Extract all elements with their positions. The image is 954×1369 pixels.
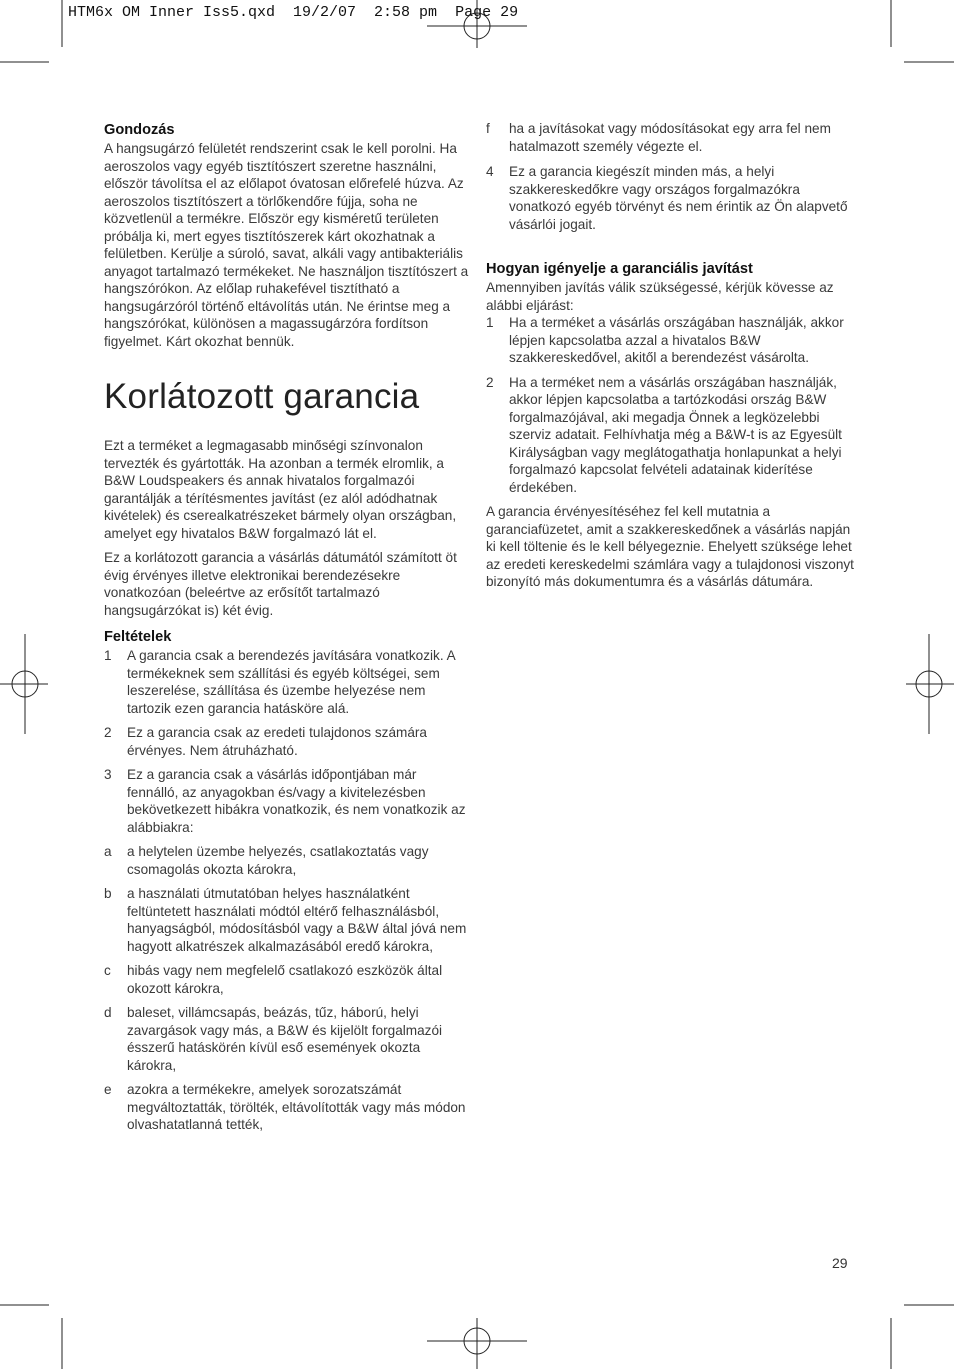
list-item	[104, 885, 470, 955]
page-number: 29	[832, 1255, 848, 1271]
list-item	[104, 724, 470, 759]
list-item-text: ha a javításokat vagy módosításokat egy arra fel nem hatalmazott személy végezte el.	[509, 121, 831, 154]
list-item-text: a helytelen üzembe helyezés, csatlakoztatás vagy csomagolás okozta károkra,	[127, 844, 429, 877]
list-item-marker: e	[104, 1082, 112, 1097]
list-item-marker: 2	[104, 725, 112, 740]
warranty-paragraph-2: Ez a korlátozott garancia a vásárlás dátumától számított öt évig érvényes illetve elektronikai berendezésekre vonatkozóan (beleértve az erősítőt tartalmazó hangsugárzókat is) két évig.	[104, 550, 457, 618]
list-item	[104, 1081, 470, 1134]
list-item-marker: b	[104, 886, 112, 901]
claim-heading: Hogyan igényelje a garanciális javítást	[486, 261, 753, 277]
list-item-text: azokra a termékekre, amelyek sorozatszámát megváltoztatták, törölték, eltávolították vagy más módon olvashatatlanná tették,	[127, 1082, 466, 1132]
left-column	[104, 121, 470, 1134]
claim-intro: Amennyiben javítás válik szükségessé, kérjük kövesse az alábbi eljárást:	[486, 280, 834, 313]
list-item-text: A garancia csak a berendezés javítására vonatkozik. A termékeknek sem szállítási és egyéb költségei, sem leszerelése, szállítása és üzembe helyezése nem tartozik ezen garancia hatásköre alá.	[127, 648, 455, 716]
conditions-heading: Feltételek	[104, 629, 172, 645]
list-item	[486, 120, 858, 155]
list-item-marker: 3	[104, 767, 112, 782]
list-item	[486, 314, 858, 367]
list-item-text: Ez a garancia csak az eredeti tulajdonos számára érvényes. Nem átruházható.	[127, 725, 427, 758]
right-column	[486, 120, 858, 591]
warranty-paragraph-1: Ezt a terméket a legmagasabb minőségi színvonalon tervezték és gyártották. Ha azonban a termék elromlik, a B&W Loudspeakers és annak hivatalos forgalmazói garantálják a térítésmentes javítást (ez alól adódhatnak kivételek) és cserealkatrészeket bármely olyan országban, amelyet egy hivatalos B&W forgalmazó lát el.	[104, 438, 457, 541]
list-item-marker: 4	[486, 164, 494, 179]
list-item-text: Ha a terméket nem a vásárlás országában használják, akkor lépjen kapcsolatba a tartózkodási ország B&W forgalmazójával, aki megadja Önnek a legközelebbi szerviz adatait. Felhívhatja még a B&W-t is az Egyesült Királyságban vagy meglátogathatja honlapunkat a helyi forgalmazó kapcsolat felvételi adatainak kiderítése érdekében.	[509, 374, 842, 495]
care-paragraph: A hangsugárzó felületét rendszerint csak le kell porolni. Ha aeroszolos vagy egyéb tisztítószert szeretne használni, először távolítsa el az előlapot óvatosan előrefelé húzva. Az aeroszolos tisztítószert a törlőkendőre fújja, soha ne közvetlenül a termékre. Először egy kisméretű területen próbálja ki, mert egyes tisztítószerek kárt okozhatnak a felületben. Kerülje a súroló, savat, alkáli vagy antibakteriális anyagot tartalmazó termékeket. Ne használjon tisztítószert a hangszórókon. Az előlap ruhakefével tisztítható a hangsugárzóról történő eltávolítás után. Ne érintse meg a hangszórókat, különösen a magassugárzóra fordítson figyelmet. Kárt okozhat bennük.	[104, 141, 469, 349]
list-item-text: baleset, villámcsapás, beázás, tűz, háború, helyi zavargások vagy más, a B&W és kijelölt forgalmazói ésszerű hatáskörén kívül eső események okozta károkra,	[127, 1005, 443, 1073]
list-item-marker: d	[104, 1005, 112, 1020]
list-item	[486, 163, 858, 233]
list-item-text: hibás vagy nem megfelelő csatlakozó eszközök által okozott károkra,	[127, 963, 443, 996]
list-item-marker: f	[486, 121, 490, 136]
claim-outro: A garancia érvényesítéséhez fel kell mutatnia a garanciafüzetet, amit a szakkereskedőnek a vásárlás napján ki kell töltenie és le kell bélyegeznie. Ehelyett szüksége lehet az eredeti kereskedelmi számlára vagy a tulajdonosi viszonyt bizonyító más dokumentumra és a vásárlás dátumára.	[486, 504, 854, 589]
conditions-continued-list	[486, 120, 858, 233]
list-item	[104, 1004, 470, 1074]
list-item	[104, 962, 470, 997]
list-item-text: a használati útmutatóban helyes használatként feltüntetett használati módtól eltérő felhasználásból, hanyagságból, módosításból vagy a B&W által jóvá nem hagyott alkatrészek alkalmazásából eredő károkra,	[127, 886, 467, 954]
list-item-text: Ha a terméket a vásárlás országában használják, akkor lépjen kapcsolatba azzal a hivatalos B&W szakkereskedővel, akitől a berendezést vásárolta.	[509, 315, 844, 365]
list-item-marker: 1	[104, 648, 112, 663]
warranty-title: Korlátozott garancia	[104, 377, 420, 416]
list-item-text: Ez a garancia kiegészít minden más, a helyi szakkereskedőkre vagy országos forgalmazókra vonatkozó egyéb törvényt és nem érintik az Ön alapvető vásárlói jogait.	[509, 164, 848, 232]
list-item-marker: 2	[486, 374, 494, 390]
care-heading: Gondozás	[104, 122, 175, 138]
list-item	[486, 374, 858, 497]
list-item	[104, 647, 470, 717]
list-item-marker: 1	[486, 315, 494, 330]
list-item-marker: c	[104, 963, 111, 978]
print-slug-line: HTM6x OM Inner Iss5.qxd 19/2/07 2:58 pm Page 29	[68, 4, 519, 21]
list-item	[104, 766, 470, 836]
list-item	[104, 843, 470, 878]
conditions-list	[104, 647, 470, 1134]
list-item-text: Ez a garancia csak a vásárlás időpontjában már fennálló, az anyagokban és/vagy a kivitelezésben bekövetkezett hibákra vonatkozik, és nem vonatkozik az alábbiakra:	[127, 767, 466, 835]
list-item-marker: a	[104, 844, 112, 859]
claim-steps-list	[486, 314, 858, 496]
